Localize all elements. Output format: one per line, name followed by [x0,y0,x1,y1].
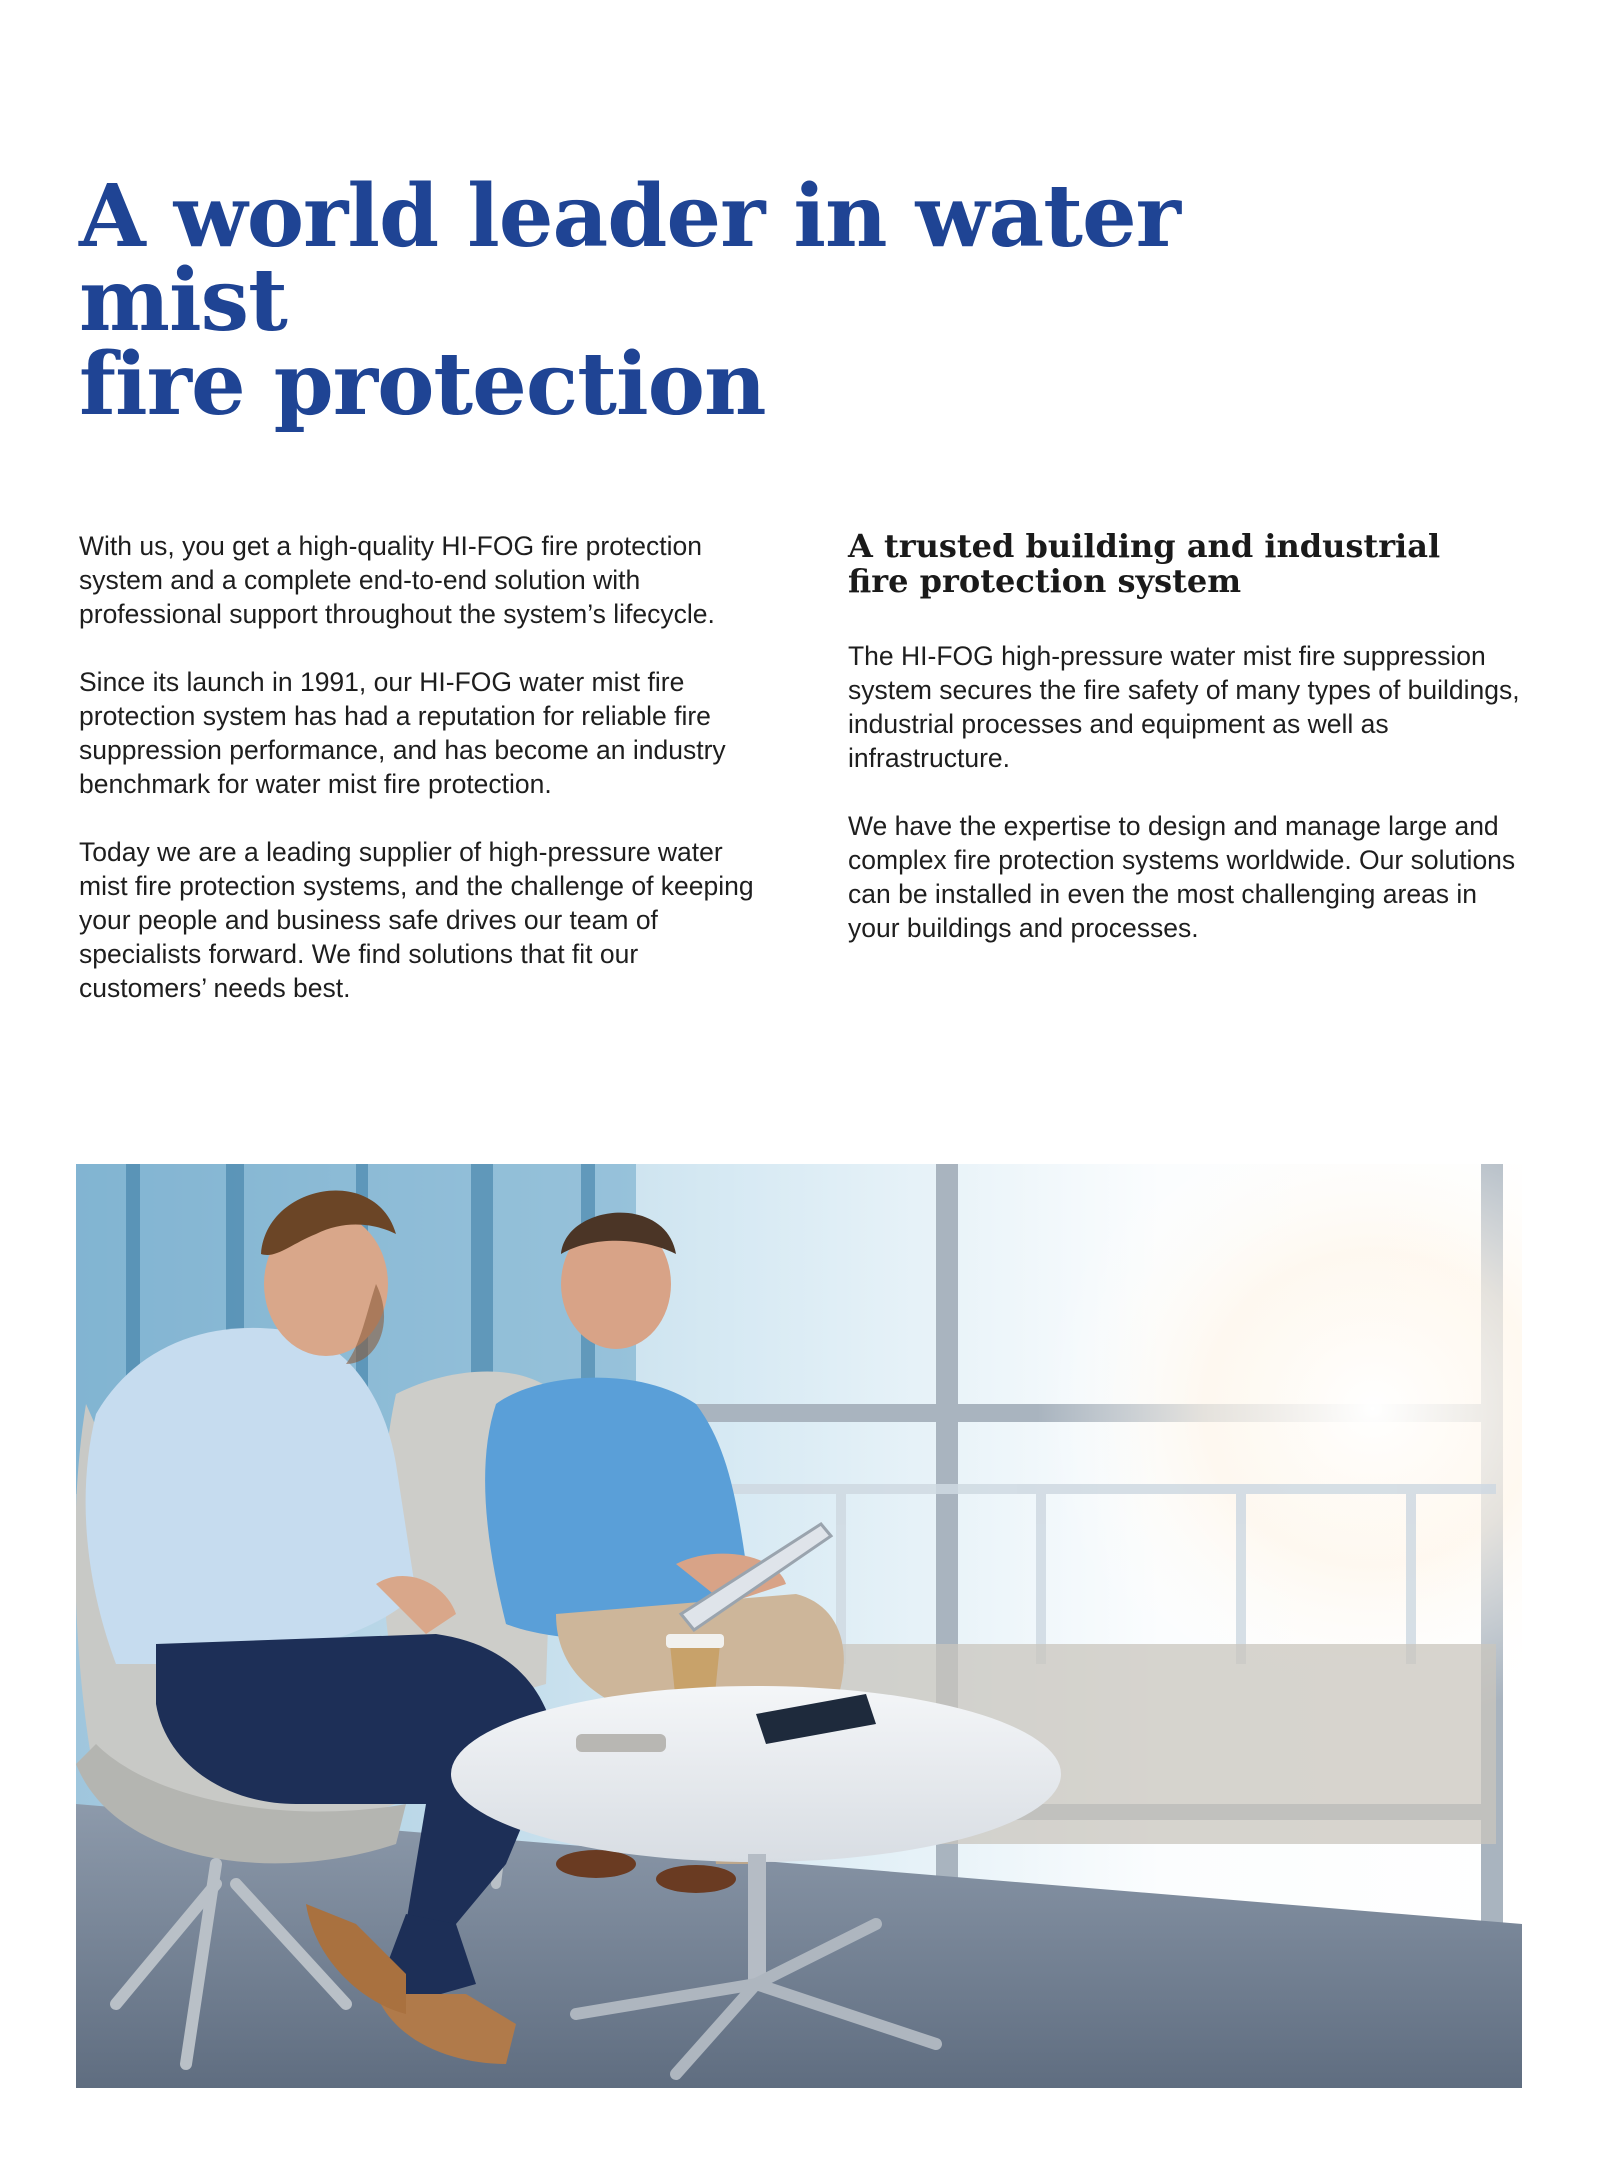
page-title-line-1: A world leader in water mist [79,166,1180,351]
trusted-paragraph-1: The HI-FOG high-pressure water mist fire suppression system secures the fire safety of many types of buildings, industrial processes and equipment as well as infrastructure. [848,641,1520,773]
intro-paragraph-3: Today we are a leading supplier of high-pressure water mist fire protection systems, and the challenge of keeping your people and business safe drives our team of specialists forward. We find solutions that fit our customers’ needs best. [79,837,754,1003]
smartphone [576,1734,666,1752]
intro-column [79,529,759,1005]
trusted-paragraph-2: We have the expertise to design and manage large and complex fire protection systems worldwide. Our solutions can be installed in even the most challenging areas in your buildings and processes. [848,811,1516,943]
photo-illustration [76,1164,1522,2088]
trusted-system-column [848,529,1528,945]
page-title [79,166,1379,435]
section-heading [848,529,1528,599]
intro-paragraph-2: Since its launch in 1991, our HI-FOG water mist fire protection system has had a reputation for reliable fire suppression performance, and has become an industry benchmark for water mist fire protection. [79,667,726,799]
office-meeting-photo [76,1164,1522,2088]
page-title-line-2: fire protection [79,334,766,435]
section-heading-line-2: fire protection system [848,562,1242,600]
section-heading-line-1: A trusted building and industrial [848,527,1441,565]
intro-paragraph-1: With us, you get a high-quality HI-FOG fire protection system and a complete end-to-end solution with professional support throughout the system’s lifecycle. [79,531,715,629]
